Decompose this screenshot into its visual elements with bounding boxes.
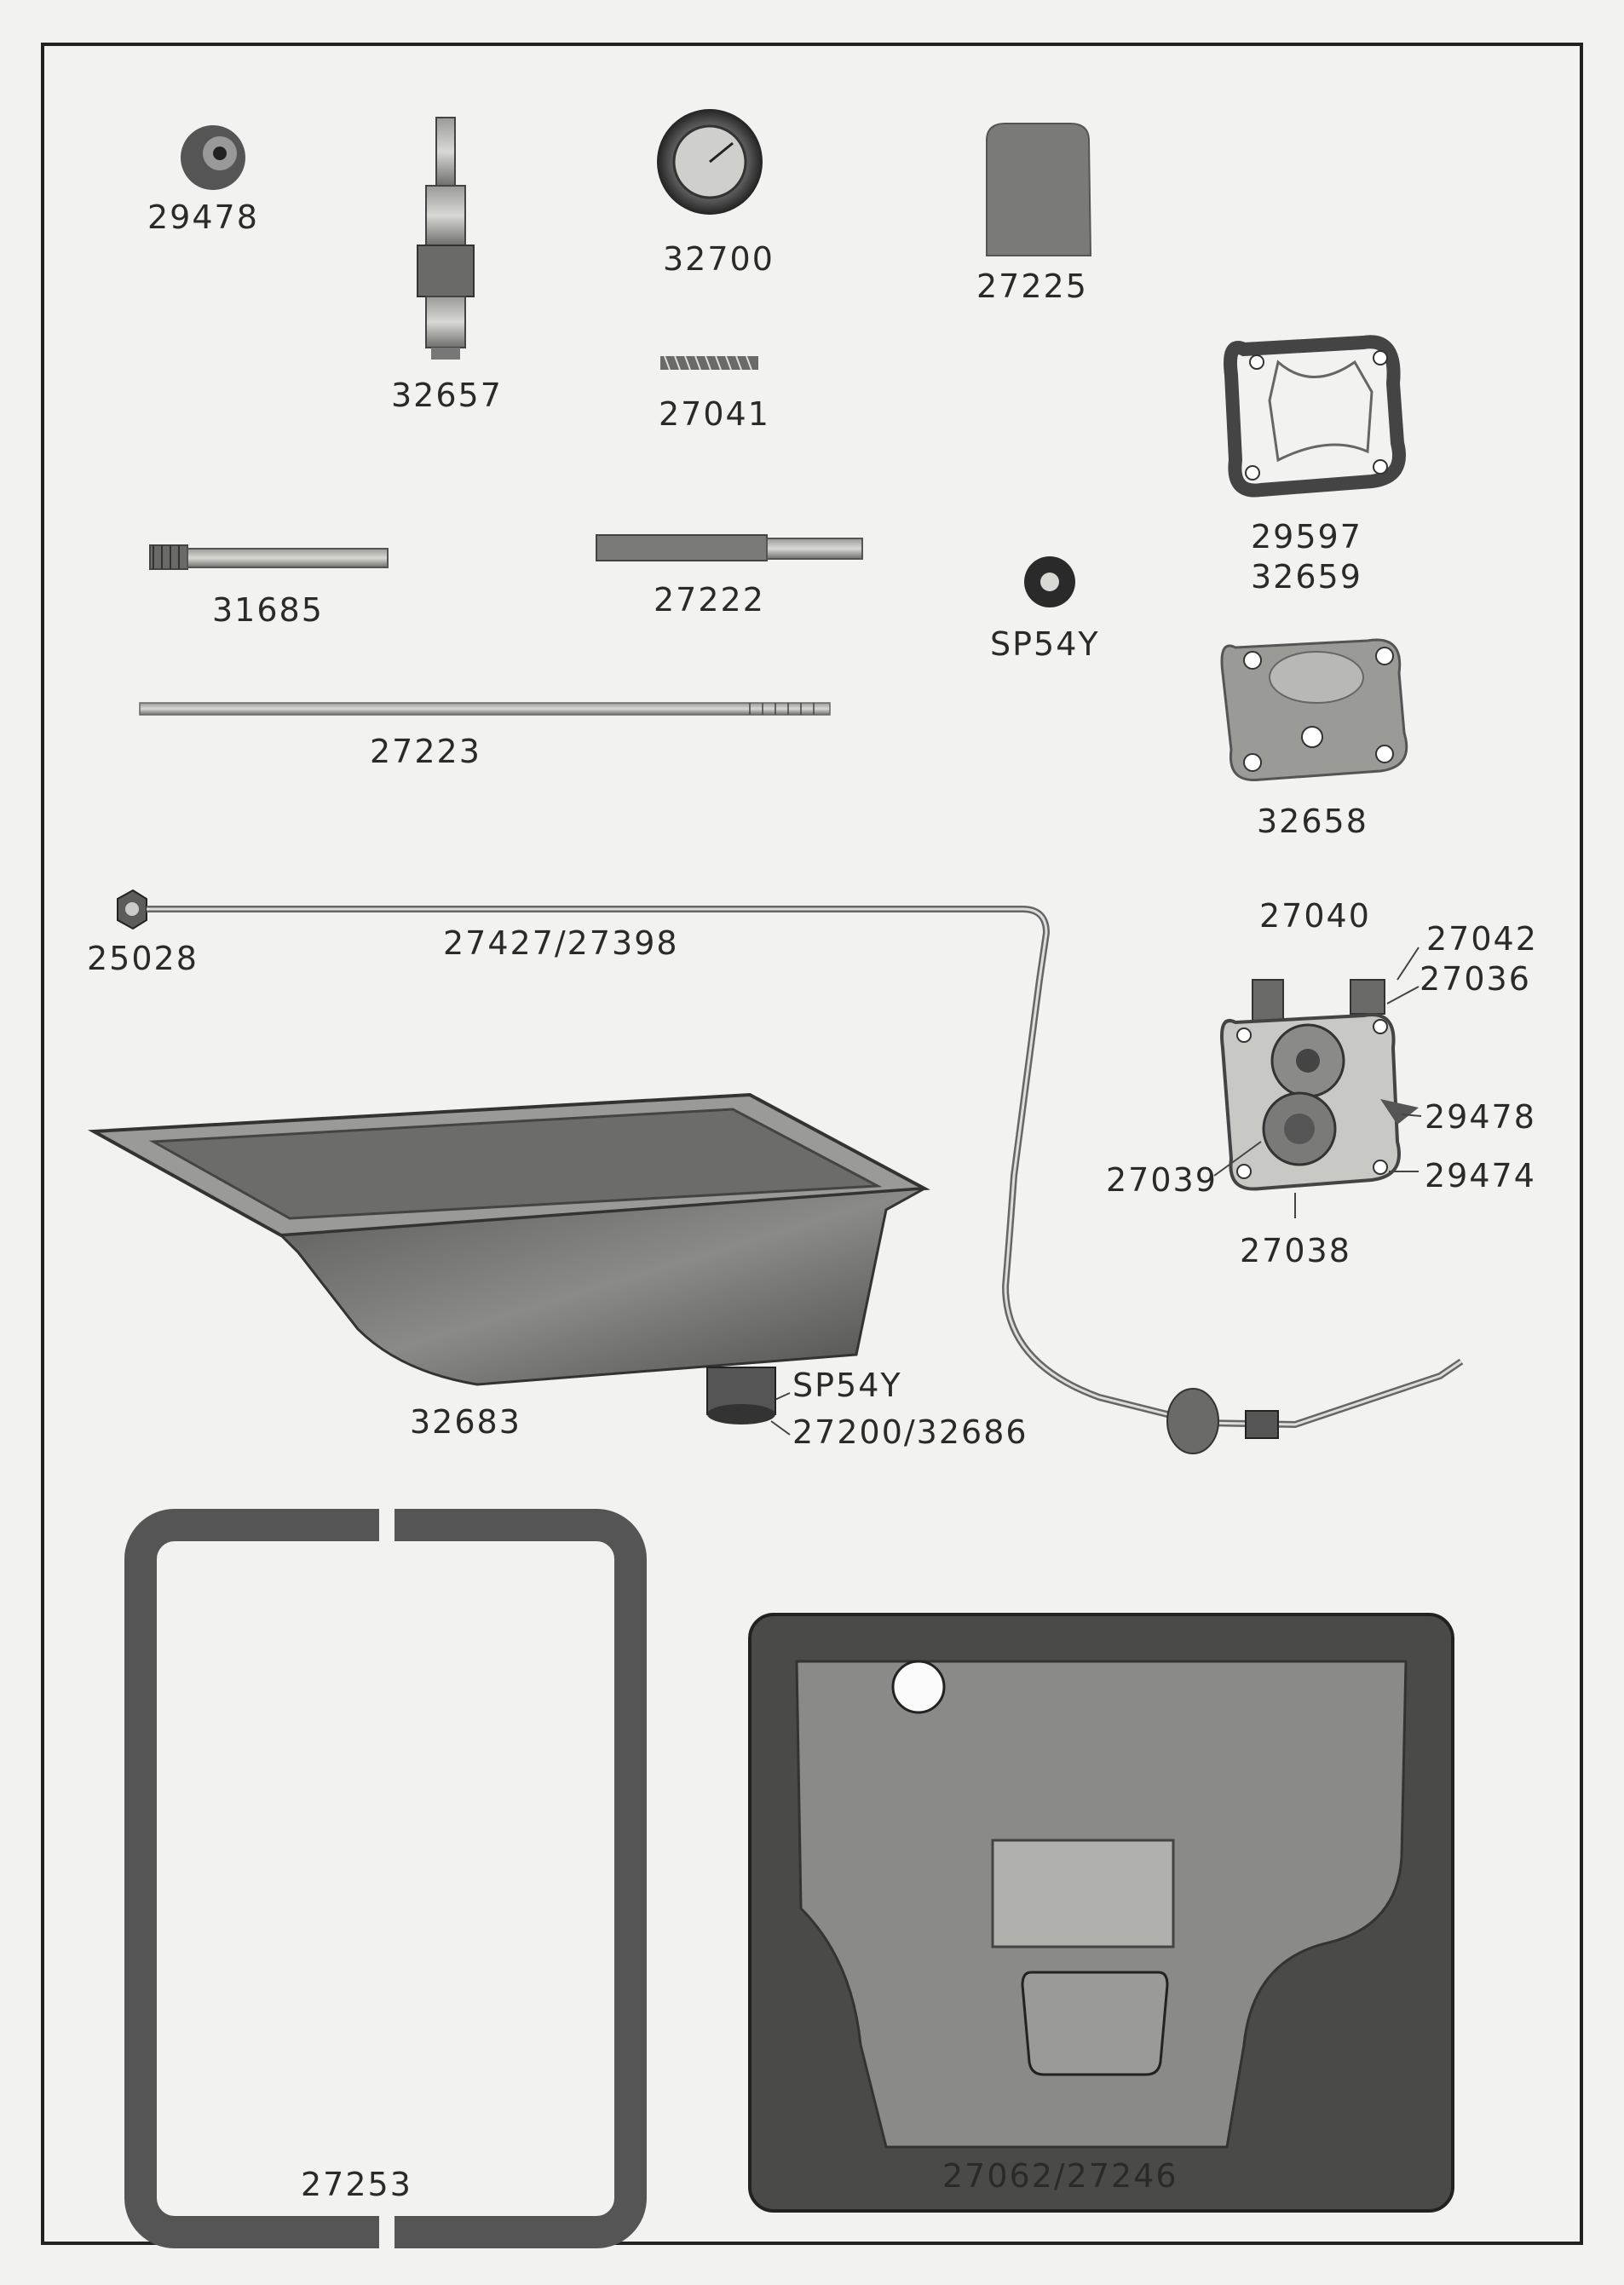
pump-gasket-part xyxy=(1230,342,1399,490)
part-number-29478: 29478 xyxy=(147,199,259,236)
part-number-29474: 29474 xyxy=(1425,1157,1536,1194)
part-number-27040: 27040 xyxy=(1259,897,1371,935)
part-number-32658: 32658 xyxy=(1257,803,1368,840)
part-number-27253: 27253 xyxy=(301,2166,412,2203)
oil-gauge-part xyxy=(657,109,763,215)
part-number-27038: 27038 xyxy=(1240,1232,1351,1269)
part-number-27427-27398: 27427/27398 xyxy=(443,924,679,962)
oil-pump-assembly-part xyxy=(1222,980,1419,1189)
part-number-27039: 27039 xyxy=(1106,1161,1218,1199)
part-number-29597: 29597 xyxy=(1251,518,1362,555)
sump-top-view-part xyxy=(750,1614,1453,2211)
part-number-27036: 27036 xyxy=(1420,960,1531,998)
spring-part xyxy=(660,356,758,370)
union-nut-part xyxy=(118,890,147,929)
part-number-27200-32686: 27200/32686 xyxy=(792,1413,1028,1451)
part-number-32657: 32657 xyxy=(391,377,503,414)
part-number-sp54y: SP54Y xyxy=(990,625,1100,663)
dowel-pin-part xyxy=(150,545,388,569)
part-number-27041: 27041 xyxy=(659,395,770,433)
part-number-29478-pump: 29478 xyxy=(1425,1098,1536,1136)
sump-gasket-part xyxy=(141,1506,631,2252)
part-number-31685: 31685 xyxy=(212,591,324,629)
part-number-27042: 27042 xyxy=(1426,920,1538,958)
spindle-shaft-part xyxy=(418,118,474,360)
part-number-32659: 32659 xyxy=(1251,558,1362,596)
operating-rod-part xyxy=(140,703,830,715)
part-number-27225: 27225 xyxy=(976,268,1088,305)
washer-part xyxy=(1024,556,1075,607)
part-number-27062-27246: 27062/27246 xyxy=(942,2157,1178,2195)
part-number-32683: 32683 xyxy=(410,1403,521,1441)
part-number-27222: 27222 xyxy=(654,581,765,619)
part-number-32700: 32700 xyxy=(663,240,775,278)
part-number-sp54y-sump: SP54Y xyxy=(792,1367,902,1404)
pump-cover-plate-part xyxy=(1222,640,1407,780)
cover-plate-part xyxy=(987,124,1091,256)
part-number-27223: 27223 xyxy=(370,733,481,770)
idler-shaft-part xyxy=(596,535,862,561)
part-number-25028: 25028 xyxy=(87,940,199,977)
pinion-gear-part xyxy=(181,125,245,190)
